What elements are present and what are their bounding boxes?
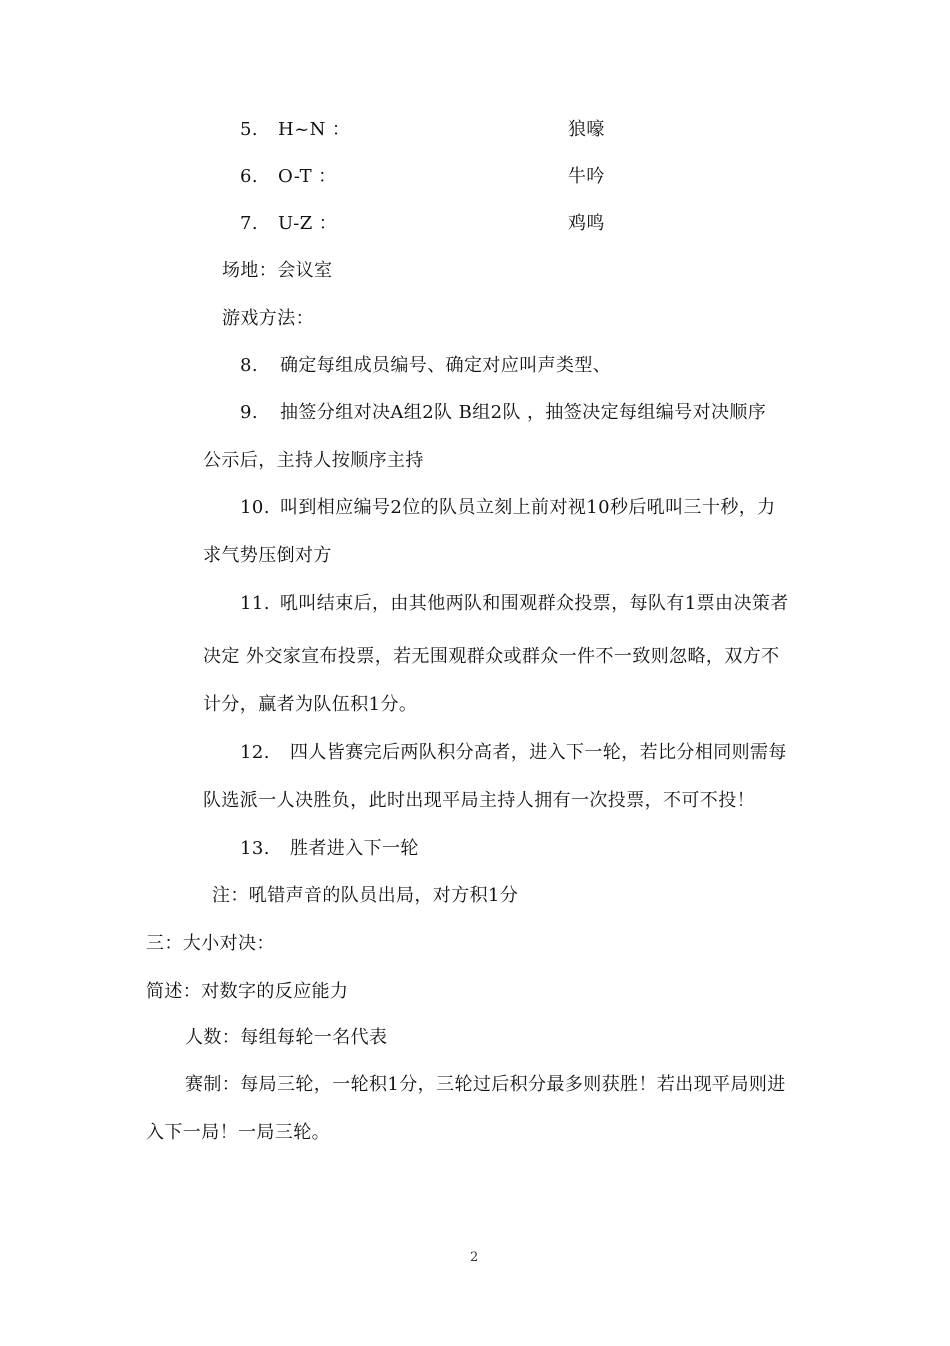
section-rules: 赛制：每局三轮，一轮积1分，三轮过后积分最多则获胜！若出现平局则进 [185, 1074, 786, 1095]
section-summary: 简述：对数字的反应能力 [146, 981, 349, 1002]
letter-range: U-Z ： [278, 213, 338, 234]
step-10-continuation: 求气势压倒对方 [203, 545, 332, 566]
sound-item-6 [240, 165, 337, 189]
step-10 [240, 496, 776, 520]
step-text: 胜者进入下一轮 [290, 838, 419, 859]
sound-type-5: 狼嚎 [568, 119, 605, 140]
step-text: 抽签分组对决A组2队 B组2队 ，抽签决定每组编号对决顺序 [280, 402, 767, 423]
page-number: 2 [470, 1250, 479, 1265]
step-11-continuation-2: 计分，赢者为队伍积1分。 [203, 694, 418, 715]
list-number: 7. [240, 213, 258, 234]
section-rules-continuation: 入下一局！一局三轮。 [146, 1122, 330, 1143]
step-text: 四人皆赛完后两队积分高者，进入下一轮，若比分相同则需每 [290, 742, 787, 763]
step-8 [240, 354, 611, 378]
section-heading: 三：大小对决： [146, 933, 275, 954]
step-text: 吼叫结束后，由其他两队和围观群众投票，每队有1票由决策者 [280, 593, 789, 614]
step-13 [240, 837, 419, 861]
step-11-continuation: 决定 外交家宣布投票，若无围观群众或群众一件不一致则忽略，双方不 [203, 646, 780, 667]
step-number: 10. [240, 497, 270, 518]
method-heading: 游戏方法： [222, 308, 314, 329]
step-number: 11. [240, 593, 270, 614]
step-9 [240, 401, 766, 425]
list-number: 6. [240, 166, 258, 187]
step-number: 12. [240, 742, 270, 763]
step-12-continuation: 队选派一人决胜负，此时出现平局主持人拥有一次投票，不可不投！ [203, 790, 755, 811]
step-number: 8. [240, 355, 258, 376]
sound-item-5 [240, 118, 350, 142]
step-text: 叫到相应编号2位的队员立刻上前对视10秒后吼叫三十秒，力 [280, 497, 776, 518]
section-people: 人数：每组每轮一名代表 [185, 1027, 388, 1048]
letter-range: O-T ： [278, 166, 337, 187]
sound-item-7 [240, 212, 337, 236]
sound-type-6: 牛吟 [568, 166, 605, 187]
letter-range: H~N ： [278, 119, 351, 140]
list-number: 5. [240, 119, 258, 140]
step-12 [240, 741, 787, 765]
step-number: 13. [240, 838, 270, 859]
sound-type-7: 鸡鸣 [568, 213, 605, 234]
venue: 场地：会议室 [222, 260, 333, 281]
step-number: 9. [240, 402, 258, 423]
step-9-continuation: 公示后，主持人按顺序主持 [203, 450, 424, 471]
note: 注：吼错声音的队员出局，对方积1分 [212, 885, 519, 906]
step-11 [240, 592, 789, 616]
step-text: 确定每组成员编号、确定对应叫声类型、 [280, 355, 612, 376]
